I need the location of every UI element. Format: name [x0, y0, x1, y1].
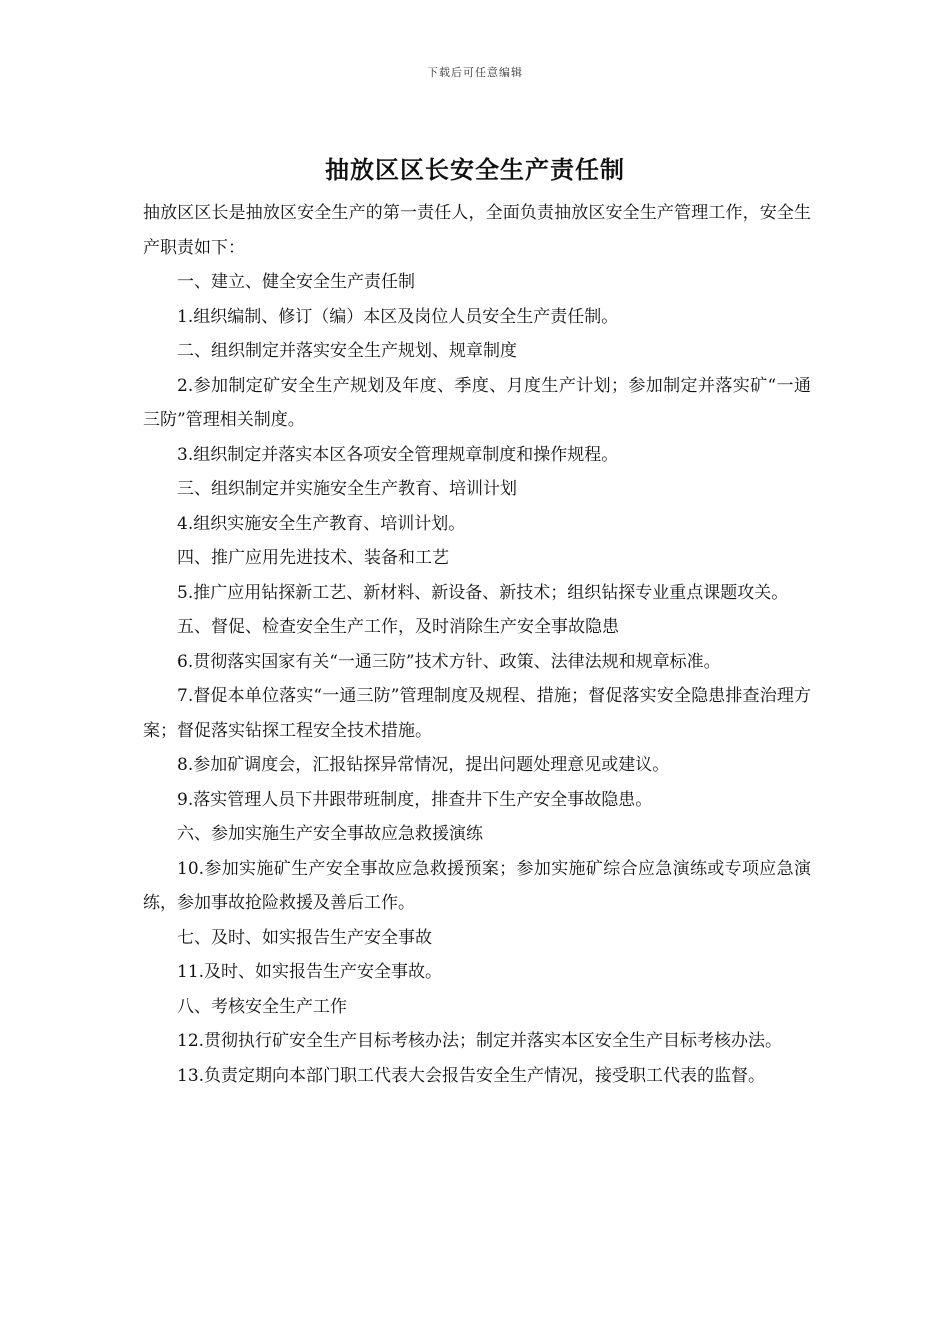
clause-9: 9.落实管理人员下井跟带班制度，排查井下生产安全事故隐患。 — [177, 789, 653, 810]
document-title: 抽放区区长安全生产责任制 — [325, 155, 625, 184]
clause-5: 5.推广应用钻探新工艺、新材料、新设备、新技术；组织钻探专业重点课题攻关。 — [177, 582, 789, 603]
document-body — [143, 196, 811, 1093]
section-heading-3: 三、组织制定并实施安全生产教育、培训计划 — [177, 479, 517, 499]
section-heading-4: 四、推广应用先进技术、装备和工艺 — [177, 548, 449, 568]
clause-2: 2.参加制定矿安全生产规划及年度、季度、月度生产计划；参加制定并落实矿“一通三防”管理相关制度。 — [143, 375, 811, 430]
clause-6: 6.贯彻落实国家有关“一通三防”技术方针、政策、法律法规和规章标准。 — [177, 651, 721, 672]
clause-13: 13.负责定期向本部门职工代表大会报告安全生产情况，接受职工代表的监督。 — [177, 1065, 766, 1086]
clause-8: 8.参加矿调度会，汇报钻探异常情况，提出问题处理意见或建议。 — [177, 755, 670, 775]
clause-11: 11.及时、如实报告生产安全事故。 — [177, 962, 443, 982]
section-heading-5: 五、督促、检查安全生产工作，及时消除生产安全事故隐患 — [177, 617, 619, 637]
header-note: 下载后可任意编辑 — [427, 66, 523, 79]
clause-4: 4.组织实施安全生产教育、培训计划。 — [177, 513, 466, 534]
section-heading-1: 一、建立、健全安全生产责任制 — [177, 272, 415, 292]
clause-3: 3.组织制定并落实本区各项安全管理规章制度和操作规程。 — [177, 444, 619, 465]
section-heading-7: 七、及时、如实报告生产安全事故 — [177, 927, 432, 948]
clause-1: 1.组织编制、修订（编）本区及岗位人员安全生产责任制。 — [177, 306, 619, 327]
section-heading-6: 六、参加实施生产安全事故应急救援演练 — [177, 824, 483, 844]
clause-7: 7.督促本单位落实“一通三防”管理制度及规程、措施；督促落实安全隐患排查治理方案；督促落实钻探工程安全技术措施。 — [143, 686, 811, 741]
section-heading-2: 二、组织制定并落实安全生产规划、规章制度 — [177, 341, 517, 361]
intro-paragraph: 抽放区区长是抽放区安全生产的第一责任人，全面负责抽放区安全生产管理工作，安全生产职责如下： — [143, 203, 811, 258]
section-heading-8: 八、考核安全生产工作 — [177, 996, 347, 1017]
clause-12: 12.贯彻执行矿安全生产目标考核办法；制定并落实本区安全生产目标考核办法。 — [177, 1031, 783, 1051]
clause-10: 10.参加实施矿生产安全事故应急救援预案；参加实施矿综合应急演练或专项应急演练，参加事故抢险救援及善后工作。 — [143, 858, 811, 913]
